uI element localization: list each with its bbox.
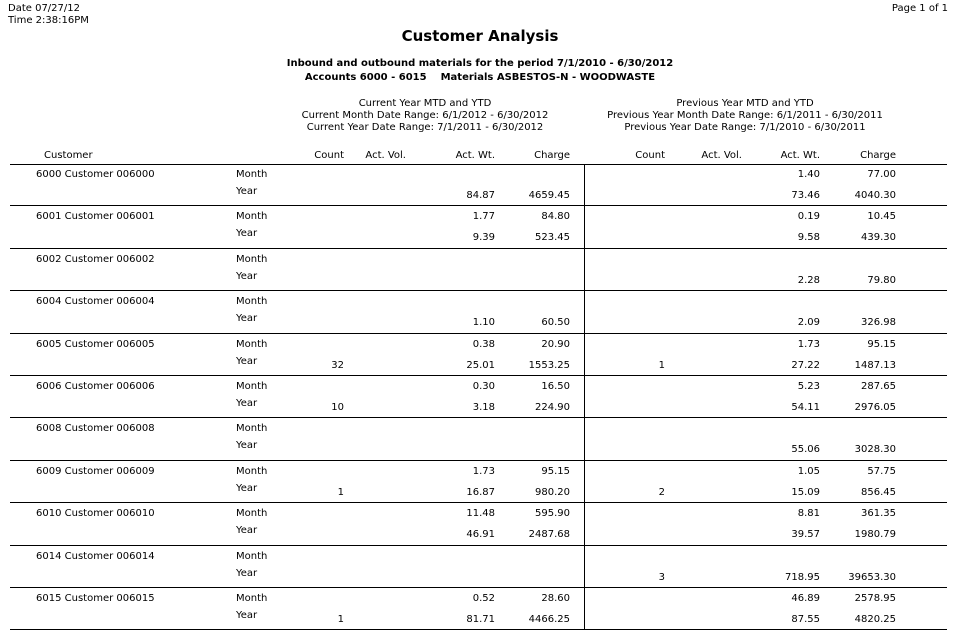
month-prev-charge: 10.45 xyxy=(867,211,896,223)
customer-name: 6001 Customer 006001 xyxy=(36,211,155,223)
period-separator xyxy=(584,249,585,291)
month-cur-act-wt: 11.48 xyxy=(466,508,495,520)
year-cur-count: 32 xyxy=(331,359,344,371)
customer-name: 6010 Customer 006010 xyxy=(36,508,155,520)
customer-name: 6006 Customer 006006 xyxy=(36,381,155,392)
year-cur-count: 1 xyxy=(337,486,344,498)
month-cur-charge: 16.50 xyxy=(541,381,570,392)
year-prev-charge: 4040.30 xyxy=(854,190,896,201)
previous-month-range: Previous Year Month Date Range: 6/1/2011 - 6/30/2011 xyxy=(607,110,883,121)
year-cur-charge: 980.20 xyxy=(535,486,570,498)
month-cur-charge: 84.80 xyxy=(541,211,570,223)
year-prev-charge: 856.45 xyxy=(861,486,896,498)
year-prev-charge: 1980.79 xyxy=(854,529,896,541)
row-divider xyxy=(10,375,947,376)
col-actvol-current: Act. Vol. xyxy=(365,150,406,161)
month-label: Month xyxy=(236,593,268,604)
month-cur-act-wt: 0.38 xyxy=(472,338,495,350)
report-filters xyxy=(0,72,960,83)
period-separator xyxy=(584,418,585,460)
month-prev-act-wt: 1.05 xyxy=(797,465,820,477)
row-divider xyxy=(10,205,947,206)
year-label: Year xyxy=(236,525,258,537)
year-prev-charge: 4820.25 xyxy=(854,614,896,625)
month-prev-charge: 57.75 xyxy=(867,465,896,477)
year-prev-act-wt: 54.11 xyxy=(791,402,820,413)
period-separator xyxy=(584,164,585,206)
year-cur-charge: 60.50 xyxy=(541,317,570,329)
year-cur-act-wt: 3.18 xyxy=(472,402,495,413)
year-prev-act-wt: 15.09 xyxy=(791,486,820,498)
row-divider xyxy=(10,333,947,334)
month-label: Month xyxy=(236,211,268,223)
year-prev-count: 3 xyxy=(658,571,665,583)
month-prev-charge: 361.35 xyxy=(861,508,896,520)
month-cur-charge: 95.15 xyxy=(541,465,570,477)
year-label: Year xyxy=(236,440,258,452)
year-prev-charge: 1487.13 xyxy=(854,359,896,371)
month-prev-charge: 2578.95 xyxy=(854,593,896,604)
year-cur-charge: 2487.68 xyxy=(528,529,570,541)
month-label: Month xyxy=(236,381,268,392)
row-divider xyxy=(10,290,947,291)
row-divider xyxy=(10,460,947,461)
year-label: Year xyxy=(236,482,258,494)
month-prev-act-wt: 1.40 xyxy=(797,169,820,180)
month-prev-charge: 95.15 xyxy=(867,338,896,350)
year-label: Year xyxy=(236,228,258,240)
year-label: Year xyxy=(236,567,258,579)
accounts-range: Accounts 6000 - 6015 xyxy=(304,72,427,83)
year-cur-charge: 1553.25 xyxy=(528,359,570,371)
row-divider xyxy=(10,629,947,630)
customer-name: 6005 Customer 006005 xyxy=(36,338,155,350)
customer-name: 6015 Customer 006015 xyxy=(36,593,155,604)
year-cur-act-wt: 16.87 xyxy=(466,486,495,498)
header-rule xyxy=(10,164,947,165)
col-count-current: Count xyxy=(314,150,344,161)
year-cur-count: 10 xyxy=(331,402,344,413)
month-prev-charge: 287.65 xyxy=(861,381,896,392)
year-cur-act-wt: 1.10 xyxy=(472,317,495,329)
year-cur-charge: 4466.25 xyxy=(528,614,570,625)
current-year-range xyxy=(290,98,560,134)
year-label: Year xyxy=(236,398,258,409)
current-year-range-text: Current Year Date Range: 7/1/2011 - 6/30/2012 xyxy=(306,122,544,133)
period-separator xyxy=(584,546,585,588)
year-label: Year xyxy=(236,186,258,197)
year-prev-act-wt: 2.09 xyxy=(797,317,820,329)
month-prev-act-wt: 1.73 xyxy=(797,338,820,350)
customer-name: 6004 Customer 006004 xyxy=(36,296,155,308)
row-divider xyxy=(10,248,947,249)
customer-name: 6000 Customer 006000 xyxy=(36,169,155,180)
row-divider xyxy=(10,502,947,503)
customer-name: 6008 Customer 006008 xyxy=(36,423,155,435)
period-separator xyxy=(584,206,585,248)
period-separator xyxy=(584,503,585,545)
previous-range-title: Previous Year MTD and YTD xyxy=(676,98,814,109)
page-number: Page 1 of 1 xyxy=(891,3,948,14)
year-prev-act-wt: 9.58 xyxy=(797,232,820,244)
month-cur-act-wt: 0.30 xyxy=(472,381,495,392)
row-divider xyxy=(10,545,947,546)
period-separator xyxy=(584,376,585,418)
year-prev-act-wt: 39.57 xyxy=(791,529,820,541)
period-separator xyxy=(584,334,585,376)
month-label: Month xyxy=(236,423,268,435)
year-prev-act-wt: 718.95 xyxy=(785,571,820,583)
col-actvol-previous: Act. Vol. xyxy=(701,150,742,161)
year-cur-act-wt: 46.91 xyxy=(466,529,495,541)
period-separator xyxy=(584,461,585,503)
report-date: Date 07/27/12 xyxy=(8,3,80,14)
year-cur-act-wt: 25.01 xyxy=(466,359,495,371)
month-prev-charge: 77.00 xyxy=(867,169,896,180)
customer-name: 6009 Customer 006009 xyxy=(36,465,155,477)
year-prev-act-wt: 87.55 xyxy=(791,614,820,625)
row-divider xyxy=(10,417,947,418)
month-label: Month xyxy=(236,338,268,350)
year-cur-act-wt: 84.87 xyxy=(466,190,495,201)
month-cur-act-wt: 1.73 xyxy=(472,465,495,477)
report-title: Customer Analysis xyxy=(401,27,559,45)
year-prev-charge: 79.80 xyxy=(867,274,896,286)
previous-year-range-text: Previous Year Date Range: 7/1/2010 - 6/30/2011 xyxy=(624,122,866,133)
month-label: Month xyxy=(236,296,268,308)
year-cur-act-wt: 9.39 xyxy=(472,232,495,244)
year-prev-charge: 326.98 xyxy=(861,317,896,329)
year-label: Year xyxy=(236,355,258,367)
month-cur-act-wt: 1.77 xyxy=(472,211,495,223)
col-actwt-previous: Act. Wt. xyxy=(780,150,820,161)
year-cur-charge: 4659.45 xyxy=(528,190,570,201)
month-prev-act-wt: 5.23 xyxy=(797,381,820,392)
year-prev-act-wt: 73.46 xyxy=(791,190,820,201)
row-divider xyxy=(10,587,947,588)
materials-range: Materials ASBESTOS-N - WOODWASTE xyxy=(440,72,656,83)
year-prev-act-wt: 2.28 xyxy=(797,274,820,286)
month-label: Month xyxy=(236,550,268,562)
year-prev-charge: 2976.05 xyxy=(854,402,896,413)
customer-name: 6014 Customer 006014 xyxy=(36,550,155,562)
customer-name: 6002 Customer 006002 xyxy=(36,253,155,265)
year-prev-act-wt: 27.22 xyxy=(791,359,820,371)
report-period: Inbound and outbound materials for the period 7/1/2010 - 6/30/2012 xyxy=(286,58,674,69)
previous-year-range xyxy=(600,98,890,134)
report-date-time xyxy=(8,3,89,27)
current-month-range: Current Month Date Range: 6/1/2012 - 6/30/2012 xyxy=(301,110,549,121)
year-prev-count: 1 xyxy=(658,359,665,371)
year-prev-count: 2 xyxy=(658,486,665,498)
period-separator xyxy=(584,588,585,630)
month-prev-act-wt: 8.81 xyxy=(797,508,820,520)
col-actwt-current: Act. Wt. xyxy=(455,150,495,161)
report-time: Time 2:38:16PM xyxy=(8,15,89,26)
month-prev-act-wt: 0.19 xyxy=(797,211,820,223)
year-prev-charge: 3028.30 xyxy=(854,444,896,456)
col-charge-previous: Charge xyxy=(860,150,896,161)
current-range-title: Current Year MTD and YTD xyxy=(358,98,492,109)
month-cur-charge: 595.90 xyxy=(535,508,570,520)
year-cur-charge: 224.90 xyxy=(535,402,570,413)
month-label: Month xyxy=(236,508,268,520)
year-prev-charge: 439.30 xyxy=(861,232,896,244)
col-customer: Customer xyxy=(44,150,93,161)
period-separator xyxy=(584,291,585,333)
year-prev-act-wt: 55.06 xyxy=(791,444,820,456)
col-count-previous: Count xyxy=(635,150,665,161)
year-label: Year xyxy=(236,313,258,325)
month-cur-act-wt: 0.52 xyxy=(472,593,495,604)
month-label: Month xyxy=(236,465,268,477)
year-prev-charge: 39653.30 xyxy=(848,571,896,583)
col-charge-current: Charge xyxy=(534,150,570,161)
month-cur-charge: 28.60 xyxy=(541,593,570,604)
month-label: Month xyxy=(236,169,268,180)
year-cur-count: 1 xyxy=(337,614,344,625)
year-cur-act-wt: 81.71 xyxy=(466,614,495,625)
month-cur-charge: 20.90 xyxy=(541,338,570,350)
month-label: Month xyxy=(236,253,268,265)
year-label: Year xyxy=(236,610,258,621)
year-label: Year xyxy=(236,270,258,282)
month-prev-act-wt: 46.89 xyxy=(791,593,820,604)
year-cur-charge: 523.45 xyxy=(535,232,570,244)
